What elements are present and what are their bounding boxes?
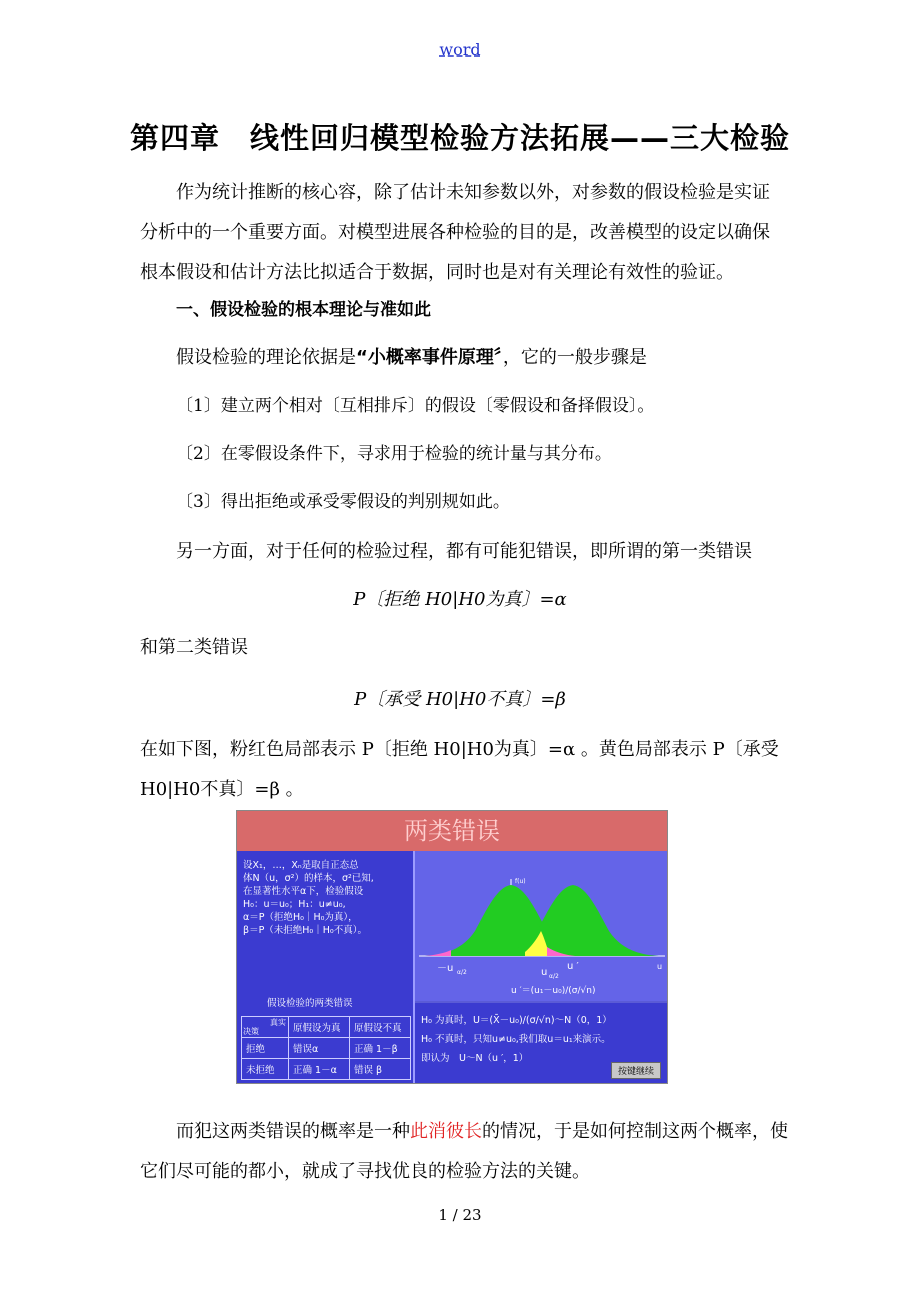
intro-paragraph: 作为统计推断的核心容，除了估计未知参数以外，对参数的假设检验是实证分析中的一个重要方面。对模型进展各种检验的目的是，改善模型的设定以确保根本假设和估计方法比拟适合于数据，同时也是对有关理论有效性的验证。 [140, 182, 770, 283]
table-cell: 错误α [289, 1038, 350, 1059]
figure-graph-panel [415, 851, 667, 1001]
hyp-line: 在显著性水平α下，检验假设 [243, 886, 364, 897]
step-2: 〔2〕在零假设条件下，寻求用于检验的统计量与其分布。 [176, 444, 612, 464]
hyp-line: H₀：u＝u₀；H₁：u≠u₀, [243, 899, 346, 910]
formula-type1: P〔拒绝 H0|H0为真〕=α [353, 589, 567, 610]
errors-table [241, 1016, 411, 1080]
continue-button[interactable]: 按键继续 [611, 1062, 661, 1079]
figure-notes-panel [415, 1003, 667, 1083]
table-row [242, 1017, 411, 1038]
table-title: 假设检验的两类错误 [267, 998, 353, 1009]
figure-caption: 在如下图，粉红色局部表示 P〔拒绝 H0|H0为真〕=α 。黄色局部表示 P〔承受 H0|H0不真〕=β 。 [140, 739, 779, 800]
hyp-line: β＝P（未拒绝H₀｜H₀不真）。 [243, 925, 367, 936]
hyp-line: α＝P（拒绝H₀｜H₀为真）， [243, 912, 358, 923]
table-header: 原假设为真 [289, 1017, 350, 1038]
table-row [242, 1059, 411, 1080]
u-sub: α/2 [549, 973, 559, 980]
corner-top: 真实 [270, 1018, 286, 1027]
basis-pre: 假设检验的理论依据是 [176, 347, 356, 368]
note-line: 即认为 U～N（u ′，1） [421, 1053, 529, 1064]
table-cell: 正确 1－β [350, 1038, 411, 1059]
table-header: 原假设不真 [350, 1017, 411, 1038]
u-prime-label: u ′ [567, 961, 579, 972]
conclusion-post: 的情况，于是如何控制这两个概率，使它们尽可能的都小，就成了寻找优良的检验方法的关键。 [140, 1121, 788, 1182]
step-1: 〔1〕建立两个相对〔互相排斥〕的假设〔零假设和备择假设〕。 [176, 396, 655, 416]
density-curves [415, 851, 667, 1001]
conclusion-paragraph [140, 1112, 790, 1192]
note-line: H₀ 为真时，U＝(X̄－u₀)/(σ/√n)～N（0，1） [421, 1015, 612, 1026]
table-cell: 拒绝 [242, 1038, 289, 1059]
two-errors-figure [236, 810, 668, 1084]
table-corner [242, 1017, 289, 1038]
table-cell: 未拒绝 [242, 1059, 289, 1080]
hyp-line: 设X₁，…，Xₙ是取自正态总 [243, 860, 359, 871]
header-link[interactable]: word [439, 40, 481, 59]
table-cell: 错误 β [350, 1059, 411, 1080]
errors-intro: 另一方面，对于任何的检验过程，都有可能犯错误，即所谓的第一类错误 [176, 541, 752, 562]
hyp-line: 体N（u，σ²）的样本，σ²已知, [243, 873, 374, 884]
section-heading: 一、假设检验的根本理论与准如此 [176, 300, 431, 320]
table-row [242, 1038, 411, 1059]
f-label: f(u) [515, 878, 526, 885]
u-prime-formula: u ′＝(u₁－u₀)/(σ/√n) [511, 986, 596, 996]
page-number: 1 / 23 [438, 1206, 482, 1224]
basis-bold: “小概率事件原理〞 [356, 347, 503, 368]
table-cell: 正确 1－α [289, 1059, 350, 1080]
neg-u-sub: α/2 [457, 969, 467, 976]
u-label: u [541, 967, 548, 978]
step-3: 〔3〕得出拒绝或承受零假设的判别规如此。 [176, 492, 510, 512]
corner-bottom: 决策 [243, 1027, 259, 1036]
figure-left-panel [237, 851, 415, 1083]
conclusion-pre: 而犯这两类错误的概率是一种 [176, 1121, 410, 1142]
alpha-left-region [425, 950, 451, 956]
figure-title: 两类错误 [237, 811, 667, 851]
hypothesis-text [243, 859, 374, 937]
basis-post: ，它的一般步骤是 [502, 347, 647, 368]
axis-u-label: u [657, 962, 663, 971]
basis-line [176, 338, 647, 378]
note-line: H₀ 不真时，只知u≠u₀,我们取u＝u₁来演示。 [421, 1034, 611, 1045]
conclusion-highlight: 此消彼长 [410, 1121, 482, 1142]
type2-intro: 和第二类错误 [140, 637, 248, 658]
notes-text [421, 1011, 612, 1068]
formula-type2: P〔承受 H0|H0不真〕=β [354, 689, 566, 710]
chapter-title: 第四章 线性回归模型检验方法拓展——三大检验 [129, 121, 790, 155]
neg-u-label: －u [437, 963, 454, 974]
